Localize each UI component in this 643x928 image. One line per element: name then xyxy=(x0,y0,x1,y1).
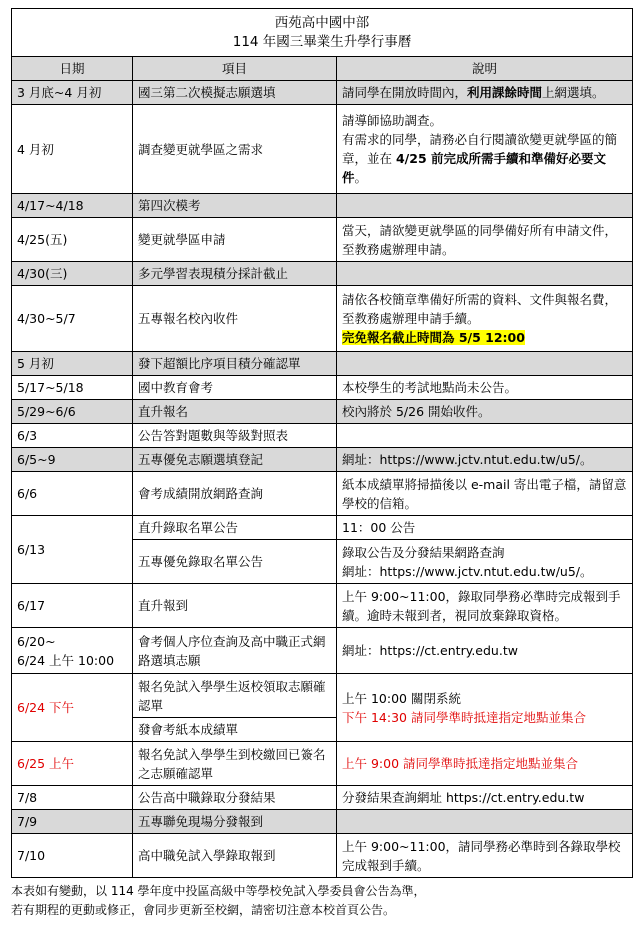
table-row xyxy=(12,400,633,424)
footer-line: 若有期程的更動或修正，會同步更新至校網，請密切注意本校首頁公告。 xyxy=(11,903,396,917)
desc-cell: 上午 9:00 請同學準時抵達指定地點並集合 xyxy=(337,742,633,786)
desc-cell: 上午 9:00~11:00，請同學務必準時到各錄取學校完成報到手續。 xyxy=(337,834,633,878)
desc-cell xyxy=(337,286,633,352)
date-cell: 3 月底~4 月初 xyxy=(12,81,133,105)
desc-text: 請導師協助調查。 xyxy=(342,113,443,128)
item-cell: 變更就學區申請 xyxy=(133,218,337,262)
item-cell: 會考個人序位查詢及高中職正式網路選填志願 xyxy=(133,628,337,674)
table-row xyxy=(12,472,633,516)
desc-text: 網址：https://www.jctv.ntut.edu.tw/u5/。 xyxy=(342,563,593,579)
table-row xyxy=(12,448,633,472)
desc-alert: 下午 14:30 請同學準時抵達指定地點並集合 xyxy=(342,709,586,725)
table-row xyxy=(12,218,633,262)
table-row xyxy=(12,262,633,286)
footer-note xyxy=(11,882,636,920)
desc-text: 。 xyxy=(354,170,368,185)
table-row xyxy=(12,584,633,628)
item-cell: 發下超額比序項目積分確認單 xyxy=(133,352,337,376)
desc-text: 請同學在開放時間內， xyxy=(342,85,468,100)
table-row xyxy=(12,286,633,352)
date-cell xyxy=(12,628,133,674)
date-text: 6/24 上午 10:00 xyxy=(17,652,115,668)
schedule-document xyxy=(11,8,632,878)
desc-text: 有需求的同學，請務必自行閱讀欲變更就學區的簡章，並在 xyxy=(342,132,618,166)
date-text: 6/20~ xyxy=(17,633,56,649)
table-row xyxy=(12,376,633,400)
table-row xyxy=(12,194,633,218)
date-cell: 6/3 xyxy=(12,424,133,448)
date-cell: 6/6 xyxy=(12,472,133,516)
date-cell: 6/13 xyxy=(12,516,133,584)
item-cell: 五專聯免現場分發報到 xyxy=(133,810,337,834)
date-cell: 6/5~9 xyxy=(12,448,133,472)
desc-text: 上午 10:00 關閉系統 xyxy=(342,690,461,706)
table-row xyxy=(12,674,633,718)
desc-text: 上網選填。 xyxy=(542,85,605,100)
item-cell: 五專報名校內收件 xyxy=(133,286,337,352)
item-cell: 五專優免志願選填登記 xyxy=(133,448,337,472)
desc-cell xyxy=(337,262,633,286)
item-cell: 報名免試入學學生到校繳回已簽名之志願確認單 xyxy=(133,742,337,786)
header-desc: 說明 xyxy=(337,57,633,81)
desc-cell: 本校學生的考試地點尚未公告。 xyxy=(337,376,633,400)
item-cell: 公告高中職錄取分發結果 xyxy=(133,786,337,810)
title-row xyxy=(12,9,633,57)
item-cell: 直升報名 xyxy=(133,400,337,424)
date-cell: 5 月初 xyxy=(12,352,133,376)
table-row xyxy=(12,81,633,105)
table-row xyxy=(12,105,633,194)
date-cell: 5/29~6/6 xyxy=(12,400,133,424)
date-cell: 4/30~5/7 xyxy=(12,286,133,352)
desc-cell: 紙本成績單將掃描後以 e-mail 寄出電子檔，請留意學校的信箱。 xyxy=(337,472,633,516)
desc-emphasis: 利用課餘時間 xyxy=(467,85,543,100)
desc-cell: 上午 9:00~11:00，錄取同學務必準時完成報到手續。逾時未報到者，視同放棄錄取資格。 xyxy=(337,584,633,628)
schedule-table xyxy=(11,8,633,878)
date-cell: 6/17 xyxy=(12,584,133,628)
desc-cell: 網址：https://www.jctv.ntut.edu.tw/u5/。 xyxy=(337,448,633,472)
desc-cell: 當天，請欲變更就學區的同學備好所有申請文件，至教務處辦理申請。 xyxy=(337,218,633,262)
item-cell: 公告答對題數與等級對照表 xyxy=(133,424,337,448)
footer-line: 本表如有變動，以 114 學年度中投區高級中等學校免試入學委員會公告為準， xyxy=(11,884,426,898)
desc-text xyxy=(342,130,627,187)
table-row xyxy=(12,516,633,540)
item-cell: 發會考紙本成績單 xyxy=(133,718,337,742)
item-cell: 五專優免錄取名單公告 xyxy=(133,540,337,584)
desc-cell xyxy=(337,352,633,376)
item-cell: 直升報到 xyxy=(133,584,337,628)
desc-cell: 網址：https://ct.entry.edu.tw xyxy=(337,628,633,674)
item-cell: 第四次模考 xyxy=(133,194,337,218)
date-cell: 7/10 xyxy=(12,834,133,878)
table-row xyxy=(12,742,633,786)
item-cell: 多元學習表現積分採計截止 xyxy=(133,262,337,286)
desc-cell xyxy=(337,810,633,834)
table-row xyxy=(12,628,633,674)
desc-cell: 校內將於 5/26 開始收件。 xyxy=(337,400,633,424)
desc-text: 錄取公告及分發結果網路查詢 xyxy=(342,544,505,560)
desc-cell: 11：00 公告 xyxy=(337,516,633,540)
header-item: 項目 xyxy=(133,57,337,81)
desc-cell xyxy=(337,81,633,105)
deadline-highlight: 完免報名截止時間為 5/5 12:00 xyxy=(342,330,525,345)
header-date: 日期 xyxy=(12,57,133,81)
item-cell: 高中職免試入學錄取報到 xyxy=(133,834,337,878)
desc-cell: 分發結果查詢網址 https://ct.entry.edu.tw xyxy=(337,786,633,810)
table-row xyxy=(12,834,633,878)
item-cell: 會考成績開放網路查詢 xyxy=(133,472,337,516)
table-row xyxy=(12,786,633,810)
date-cell: 4/17~4/18 xyxy=(12,194,133,218)
desc-cell xyxy=(337,674,633,742)
school-name: 西苑高中國中部 xyxy=(274,14,370,31)
desc-emphasis: 4/25 前完成所需手續和準備好必要文件 xyxy=(342,151,606,185)
table-row xyxy=(12,352,633,376)
date-cell: 4/25(五) xyxy=(12,218,133,262)
desc-text: 請依各校簡章準備好所需的資料、文件與報名費，至教務處辦理申請手續。 xyxy=(342,292,618,326)
date-cell: 7/8 xyxy=(12,786,133,810)
desc-cell xyxy=(337,105,633,194)
date-cell: 7/9 xyxy=(12,810,133,834)
page-title: 114 年國三畢業生升學行事曆 xyxy=(232,33,412,50)
date-cell: 6/25 上午 xyxy=(12,742,133,786)
item-cell: 直升錄取名單公告 xyxy=(133,516,337,540)
column-header-row xyxy=(12,57,633,81)
table-row xyxy=(12,810,633,834)
desc-cell xyxy=(337,540,633,584)
item-cell: 國三第二次模擬志願選填 xyxy=(133,81,337,105)
date-cell: 4/30(三) xyxy=(12,262,133,286)
desc-cell xyxy=(337,194,633,218)
item-cell: 調查變更就學區之需求 xyxy=(133,105,337,194)
date-cell: 5/17~5/18 xyxy=(12,376,133,400)
date-cell: 6/24 下午 xyxy=(12,674,133,742)
table-row xyxy=(12,424,633,448)
item-cell: 報名免試入學學生返校領取志願確認單 xyxy=(133,674,337,718)
date-cell: 4 月初 xyxy=(12,105,133,194)
desc-cell xyxy=(337,424,633,448)
item-cell: 國中教育會考 xyxy=(133,376,337,400)
